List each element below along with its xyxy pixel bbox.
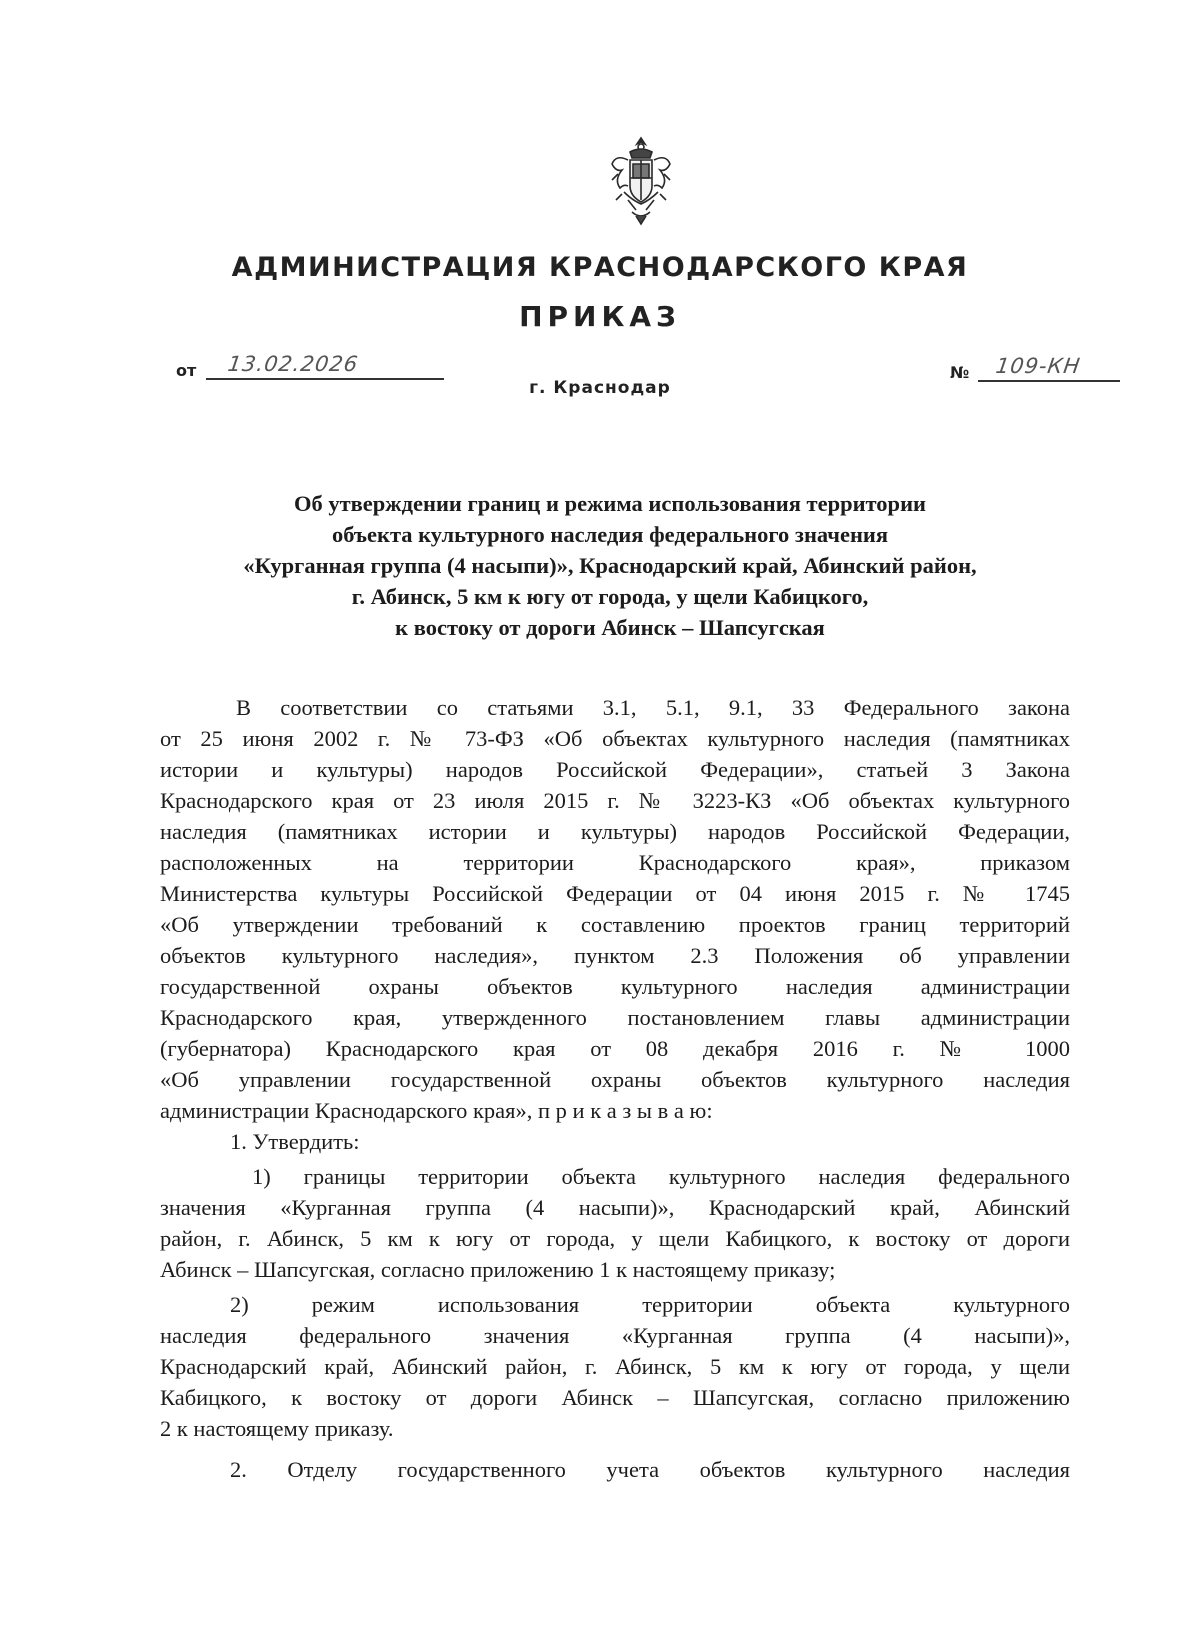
- body-line: «Об управлении государственной охраны объектов культурного наследия: [160, 1067, 1070, 1092]
- body-line: наследия (памятниках истории и культуры) народов Российской Федерации,: [160, 819, 1070, 844]
- body-line: Краснодарского края от 23 июля 2015 г. № 3223-КЗ «Об объектах культурного: [160, 788, 1070, 813]
- date-label: от: [176, 361, 197, 380]
- body-line: администрации Краснодарского края», п р и к а з ы в а ю:: [160, 1098, 713, 1123]
- body-line: расположенных на территории Краснодарского края», приказом: [160, 850, 1070, 875]
- item-1: 1. Утвердить:: [230, 1129, 360, 1154]
- body-line: «Об утверждении требований к составлению проектов границ территорий: [160, 912, 1070, 937]
- body-line: В соответствии со статьями 3.1, 5.1, 9.1, 33 Федерального закона: [236, 695, 1070, 720]
- title-line: Об утверждении границ и режима использования территории: [293, 491, 927, 516]
- city-name: г. Краснодар: [529, 378, 671, 398]
- title-line: объекта культурного наследия федерального значения: [331, 522, 889, 547]
- title-line: к востоку от дороги Абинск – Шапсугская: [395, 615, 825, 640]
- document-type: ПРИКАЗ: [519, 300, 681, 333]
- body-line: государственной охраны объектов культурного наследия администрации: [160, 974, 1070, 999]
- body-line: значения «Курганная группа (4 насыпи)», Краснодарский край, Абинский: [160, 1195, 1070, 1220]
- body-line: Краснодарского края, утвержденного постановлением главы администрации: [160, 1005, 1070, 1030]
- title-line: г. Абинск, 5 км к югу от города, у щели Кабицкого,: [351, 584, 869, 609]
- body-line: Краснодарский край, Абинский район, г. Абинск, 5 км к югу от города, у щели: [160, 1354, 1070, 1379]
- body-line: Абинск – Шапсугская, согласно приложению 1 к настоящему приказу;: [160, 1257, 836, 1282]
- body-line: район, г. Абинск, 5 км к югу от города, у щели Кабицкого, к востоку от дороги: [160, 1226, 1070, 1251]
- coat-of-arms-icon: [606, 134, 676, 226]
- body-line: истории и культуры) народов Российской Федерации», статьей 3 Закона: [160, 757, 1070, 782]
- body-line: Министерства культуры Российской Федерации от 04 июня 2015 г. № 1745: [160, 881, 1070, 906]
- organization-name: АДМИНИСТРАЦИЯ КРАСНОДАРСКОГО КРАЯ: [231, 252, 969, 283]
- item-2-line: 2. Отделу государственного учета объектов культурного наследия: [230, 1457, 1070, 1482]
- number-label: №: [950, 363, 970, 382]
- body-line: от 25 июня 2002 г. № 73-ФЗ «Об объектах культурного наследия (памятниках: [160, 726, 1070, 751]
- body-line: Кабицкого, к востоку от дороги Абинск – Шапсугская, согласно приложению: [160, 1385, 1070, 1410]
- body-line: 2 к настоящему приказу.: [160, 1416, 394, 1441]
- number-handwritten: 109-КН: [994, 354, 1083, 378]
- document-body: [160, 692, 1070, 1485]
- body-line: объектов культурного наследия», пунктом 2.3 Положения об управлении: [160, 943, 1070, 968]
- preamble-paragraph: [160, 692, 1070, 1126]
- title-line: «Курганная группа (4 насыпи)», Краснодарский край, Абинский район,: [243, 553, 977, 578]
- date-handwritten: 13.02.2026: [226, 352, 360, 376]
- body-line: наследия федерального значения «Курганная группа (4 насыпи)»,: [160, 1323, 1070, 1348]
- subitem-2-paragraph: [160, 1289, 1070, 1444]
- subitem-1-paragraph: [160, 1161, 1070, 1285]
- body-line: (губернатора) Краснодарского края от 08 декабря 2016 г. № 1000: [160, 1036, 1070, 1061]
- body-line: 1) границы территории объекта культурного наследия федерального: [252, 1164, 1070, 1189]
- body-line: 2) режим использования территории объекта культурного: [230, 1292, 1070, 1317]
- document-title: [160, 488, 1060, 643]
